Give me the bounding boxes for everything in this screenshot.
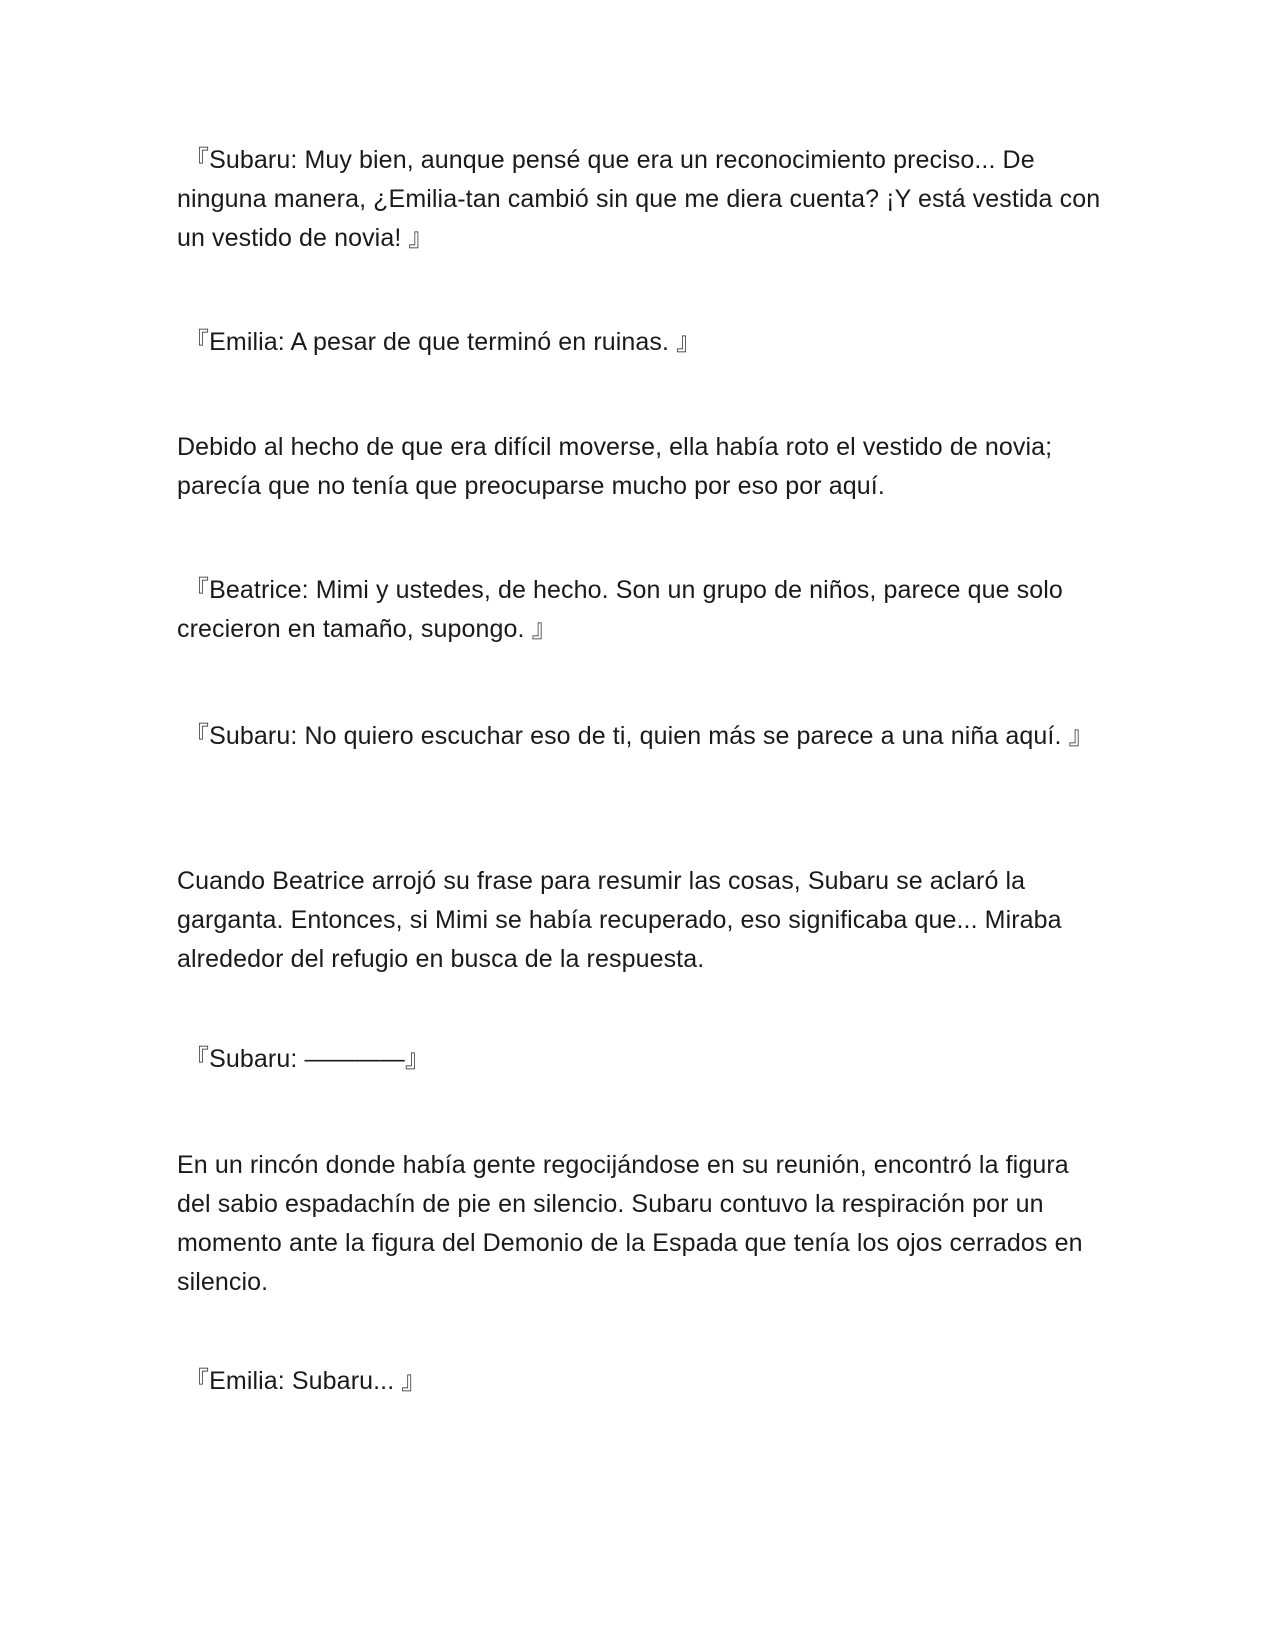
paragraph-narration-1: Debido al hecho de que era difícil moverse, ella había roto el vestido de novia; parecía que no tenía que preocuparse mucho por eso por aquí. xyxy=(177,433,1053,500)
paragraph-narration-2: Cuando Beatrice arrojó su frase para resumir las cosas, Subaru se aclaró la garganta. Entonces, si Mimi se había recuperado, eso significaba que... Miraba alrededor del refugio en busca de la respuesta. xyxy=(177,867,1062,973)
paragraph-emilia-dialogue-2: 『Emilia: Subaru... 』 xyxy=(177,1367,427,1395)
paragraph-beatrice-dialogue: 『Beatrice: Mimi y ustedes, de hecho. Son un grupo de niños, parece que solo crecieron en tamaño, supongo. 』 xyxy=(177,576,1063,643)
paragraph-subaru-dialogue-1: 『Subaru: Muy bien, aunque pensé que era un reconocimiento preciso... De ninguna manera, ¿Emilia-tan cambió sin que me diera cuenta? ¡Y está vestida con un vestido de novia! 』 xyxy=(177,146,1101,252)
paragraph-subaru-dialogue-3: 『Subaru: ————』 xyxy=(177,1045,430,1073)
paragraph-subaru-dialogue-2: 『Subaru: No quiero escuchar eso de ti, quien más se parece a una niña aquí. 』 xyxy=(177,722,1094,750)
paragraph-narration-3: En un rincón donde había gente regocijándose en su reunión, encontró la figura del sabio espadachín de pie en silencio. Subaru contuvo la respiración por un momento ante la figura del Demonio de la Espada que tenía los ojos cerrados en silencio. xyxy=(177,1151,1083,1296)
paragraph-emilia-dialogue-1: 『Emilia: A pesar de que terminó en ruinas. 』 xyxy=(177,328,702,356)
